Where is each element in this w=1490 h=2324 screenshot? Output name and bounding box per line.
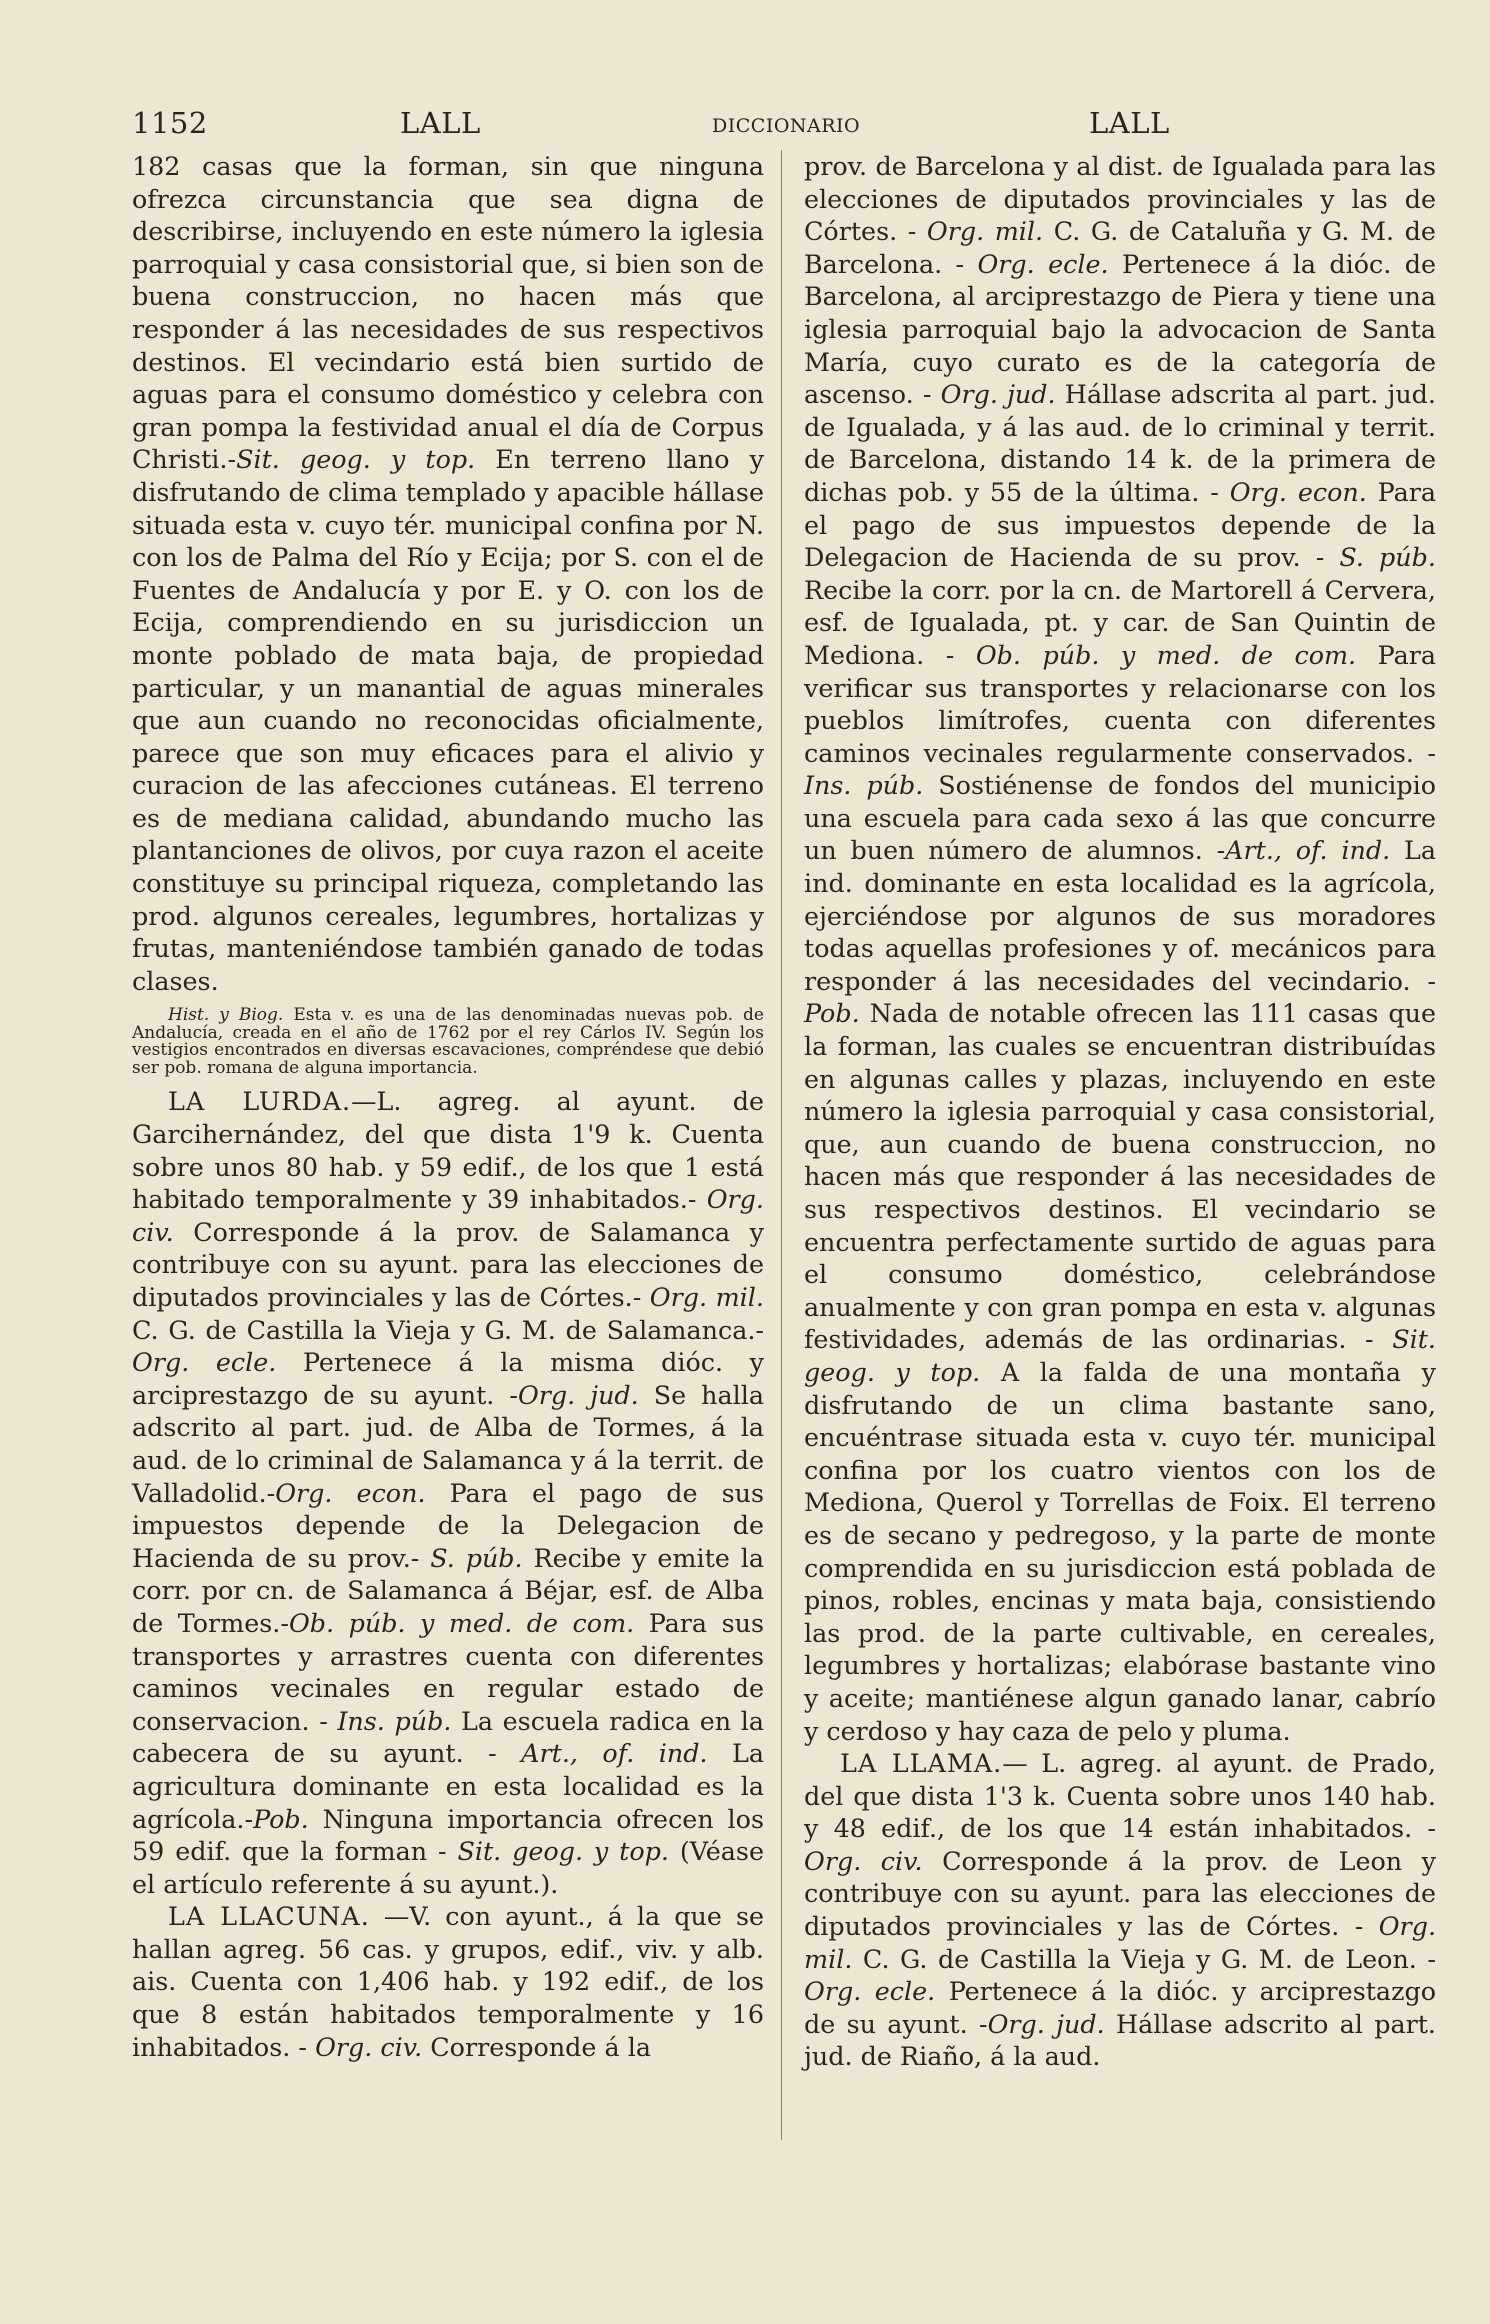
header-center-word: DICCIONARIO <box>712 115 861 137</box>
header-left-word: LALL <box>400 106 481 140</box>
page-number: 1152 <box>132 106 208 140</box>
historical-note: Hist. y Biog. Esta v. es una de las denominadas nuevas pob. de Andalucía, creada en el año de 1762 por el rey Cárlos IV. Según los vestigios encontrados en diversas escavaciones, compréndese que debió ser pob. romana de alguna importancia. <box>132 1005 764 1078</box>
header-right-word: LALL <box>1089 106 1170 140</box>
entry-headword: LA LURDA. <box>168 1086 352 1117</box>
entry-la-llacuna: LA LLACUNA. —V. con ayunt., á la que se hallan agreg. 56 cas. y grupos, edif., viv. y alb. ais. Cuenta con 1,406 hab. y 192 edif., de los que 8 están habitados temporalmente y 16 inhabitados. - Org. civ. Corresponde á la <box>132 1901 764 2062</box>
paragraph: 182 casas que la forman, sin que ninguna ofrezca circunstancia que sea digna de describirse, incluyendo en este número la iglesia parroquial y casa consistorial que, si bien son de buena construccion, no hacen más que responder á las necesidades de sus respectivos destinos. El vecindario está bien surtido de aguas para el consumo doméstico y celebra con gran pompa la festividad anual el día de Corpus Christi.-Sit. geog. y top. En terreno llano y disfrutando de clima templado y apacible hállase situada esta v. cuyo tér. municipal confina por N. con los de Palma del Río y Ecija; por S. con el de Fuentes de Andalucía y por E. y O. con los de Ecija, comprendiendo en su jurisdiccion un monte poblado de mata baja, de propiedad particular, y un manantial de aguas minerales que aun cuando no reconocidas oficialmente, parece que son muy eficaces para el alivio y curacion de las afecciones cutáneas. El terreno es de mediana calidad, abundando mucho las plantanciones de olivos, por cuya razon el aceite constituye su principal riqueza, completando las prod. algunos cereales, legumbres, hortalizas y frutas, manteniéndose también ganado de todas clases. <box>132 151 764 996</box>
right-column <box>804 150 1436 2073</box>
left-column <box>132 150 764 2063</box>
entry-headword: LA LLACUNA. <box>168 1901 370 1932</box>
entry-la-llama: LA LLAMA.— L. agreg. al ayunt. de Prado, del que dista 1'3 k. Cuenta sobre unos 140 hab. y 48 edif., de los que 14 están inhabitados. - Org. civ. Corresponde á la prov. de Leon y contribuye con su ayunt. para las elecciones de diputados provinciales y las de Córtes. - Org. mil. C. G. de Castilla la Vieja y G. M. de Leon. - Org. ecle. Pertenece á la dióc. y arciprestazgo de su ayunt. -Org. jud. Hállase adscrito al part. jud. de Riaño, á la aud. <box>804 1748 1437 2072</box>
page-header <box>132 106 1372 146</box>
entry-headword: LA LLAMA. <box>840 1748 1003 1779</box>
entry-la-llacuna-continued: prov. de Barcelona y al dist. de Igualada para las elecciones de diputados provinciales y las de Córtes. - Org. mil. C. G. de Cataluña y G. M. de Barcelona. - Org. ecle. Pertenece á la dióc. de Barcelona, al arciprestazgo de Piera y tiene una iglesia parroquial bajo la advocacion de Santa María, cuyo curato es de la categoría de ascenso. - Org. jud. Hállase adscrita al part. jud. de Igualada, y á las aud. de lo criminal y territ. de Barcelona, distando 14 k. de la primera de dichas pob. y 55 de la última. - Org. econ. Para el pago de sus impuestos depende de la Delegacion de Hacienda de su prov. - S. púb. Recibe la corr. por la cn. de Martorell á Cervera, esf. de Igualada, pt. y car. de San Quintin de Mediona. - Ob. púb. y med. de com. Para verificar sus transportes y relacionarse con los pueblos limítrofes, cuenta con diferentes caminos vecinales regularmente conservados. - Ins. púb. Sostiénense de fondos del municipio una escuela para cada sexo á las que concurre un buen número de alumnos. -Art., of. ind. La ind. dominante en esta localidad es la agrícola, ejerciéndose por algunos de sus moradores todas aquellas profesiones y of. mecánicos para responder á las necesidades del vecindario. - Pob. Nada de notable ofrecen las 111 casas que la forman, las cuales se encuentran distribuídas en algunas calles y plazas, incluyendo en este número la iglesia parroquial y casa consistorial, que, aun cuando de buena construccion, no hacen más que responder á las necesidades de sus respectivos destinos. El vecindario se encuentra perfectamente surtido de aguas para el consumo doméstico, celebrándose anualmente y con gran pompa en esta v. algunas festividades, además de las ordinarias. - Sit. geog. y top. A la falda de una montaña y disfrutando de un clima bastante sano, encuéntrase situada esta v. cuyo tér. municipal confina por los cuatro vientos con los de Mediona, Querol y Torrellas de Foix. El terreno es de secano y pedregoso, y la parte de monte comprendida en su jurisdiccion está poblada de pinos, robles, encinas y mata baja, consistiendo las prod. de la parte cultivable, en cereales, legumbres y hortalizas; elabórase bastante vino y aceite; mantiénese algun ganado lanar, cabrío y cerdoso y hay caza de pelo y pluma. <box>804 151 1437 1746</box>
column-divider <box>781 150 782 2140</box>
entry-la-lurda: LA LURDA.—L. agreg. al ayunt. de Garcihernández, del que dista 1'9 k. Cuenta sobre unos 80 hab. y 59 edif., de los que 1 está habitado temporalmente y 39 inhabitados.- Org. civ. Corresponde á la prov. de Salamanca y contribuye con su ayunt. para las elecciones de diputados provinciales y las de Córtes.- Org. mil. C. G. de Castilla la Vieja y G. M. de Salamanca.- Org. ecle. Pertenece á la misma dióc. y arciprestazgo de su ayunt. -Org. jud. Se halla adscrito al part. jud. de Alba de Tormes, á la aud. de lo criminal de Salamanca y á la territ. de Valladolid.-Org. econ. Para el pago de sus impuestos depende de la Delegacion de Hacienda de su prov.- S. púb. Recibe y emite la corr. por cn. de Salamanca á Béjar, esf. de Alba de Tormes.-Ob. púb. y med. de com. Para sus transportes y arrastres cuenta con diferentes caminos vecinales en regular estado de conservacion. - Ins. púb. La escuela radica en la cabecera de su ayunt. - Art., of. ind. La agricultura dominante en esta localidad es la agrícola.-Pob. Ninguna importancia ofrecen los 59 edif. que la forman - Sit. geog. y top. (Véase el artículo referente á su ayunt.). <box>132 1086 765 1899</box>
